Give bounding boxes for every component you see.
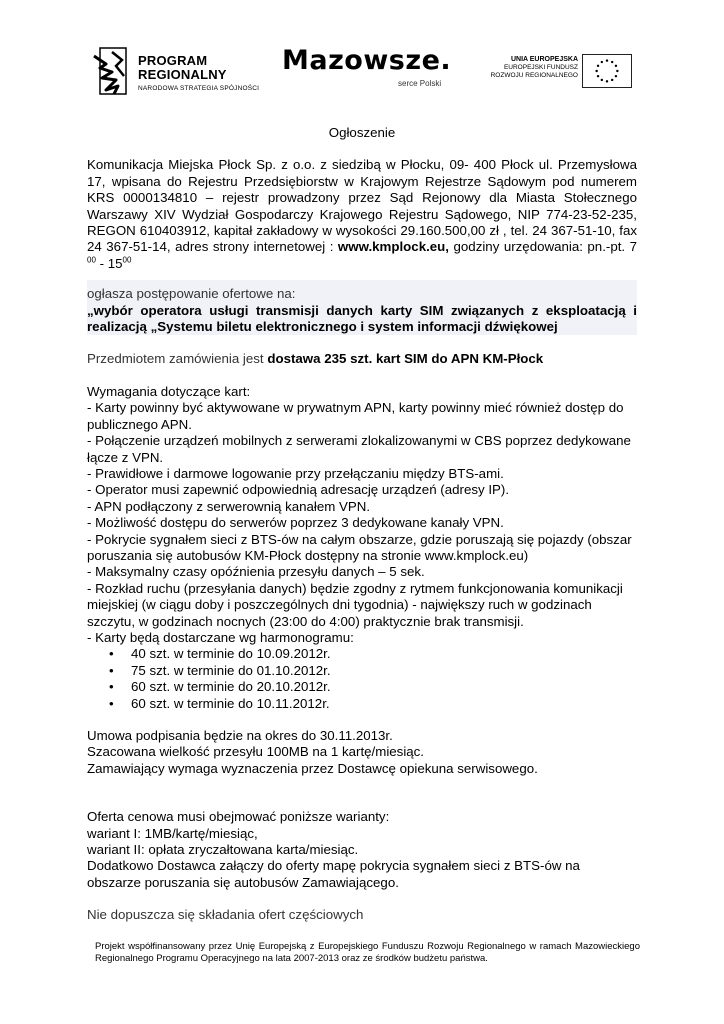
page-header	[0, 0, 724, 110]
requirement-item: - Możliwość dostępu do serwerów poprzez 3 dedykowane kanały VPN.	[87, 515, 504, 531]
hours-end-sup: 00	[122, 255, 132, 265]
eu-flag-icon	[582, 54, 632, 88]
schedule-item: • 60 szt. w terminie do 20.10.2012r.	[131, 679, 637, 695]
star-mark-icon	[92, 46, 128, 96]
delivery-schedule	[87, 646, 637, 712]
hours-start-sup: 00	[87, 255, 96, 265]
program-logo-line1: PROGRAM	[138, 53, 208, 68]
requirement-item: - Maksymalny czasy opóźnienia przesyłu danych – 5 sek.	[87, 564, 425, 580]
requirement-item: - APN podłączony z serwerownią kanałem VPN.	[87, 498, 371, 514]
requirement-item: - Prawidłowe i darmowe logowanie przy przełączaniu między BTS-ami.	[87, 465, 504, 481]
requirement-item: - Operator musi zapewnić odpowiednią adresację urządzeń (adresy IP).	[87, 482, 510, 498]
contract-line: Zamawiający wymaga wyznaczenia przez Dostawcę opiekuna serwisowego.	[87, 760, 538, 776]
mazowsze-tagline: serce Polski	[398, 79, 442, 88]
schedule-item: • 60 szt. w terminie do 10.11.2012r.	[131, 696, 637, 712]
eu-logo	[474, 54, 634, 94]
mazowsze-logo	[282, 46, 462, 90]
order-subject-item: kart SIM do APN KM-Płock	[372, 351, 544, 367]
website-link[interactable]: www.kmplock.eu,	[337, 239, 450, 255]
office-hours-label: godziny urzędowania: pn.-pt. 7	[449, 239, 637, 255]
order-subject-prefix: Przedmiotem zamówienia jest	[87, 351, 268, 367]
requirements-title: Wymagania dotyczące kart:	[87, 383, 251, 399]
announce-subject: „wybór operatora usługi transmisji danych karty SIM związanych z eksploatacją i realizacją „Systemu biletu elektronicznego i system informacji dźwiękowej	[87, 302, 637, 335]
schedule-item: • 75 szt. w terminie do 01.10.2012r.	[131, 663, 637, 679]
requirement-item: - Karty będą dostarczane wg harmonogramu:	[87, 629, 354, 645]
eu-logo-line2: EUROPEJSKI FUNDUSZ	[503, 64, 578, 71]
company-intro	[87, 157, 637, 272]
announcement-highlight	[87, 280, 637, 335]
order-subject	[87, 351, 637, 367]
requirement-item: - Rozkład ruchu (przesyłania danych) będzie zgodny z rytmem funkcjonowania komunikacji miejskiej (w ciągu doby i poszczególnych dni tygodnia) - największy ruch w godzinach szczytu, w godzinach nocnych (23:00 do 4:00) praktycznie brak transmisji.	[87, 580, 623, 629]
mazowsze-wordmark: Mazowsze.	[282, 45, 452, 76]
program-regionalny-logo	[92, 46, 262, 98]
eu-logo-line3: ROZWOJU REGIONALNEGO	[490, 72, 578, 79]
requirement-item: - Połączenie urządzeń mobilnych z serwerami zlokalizowanymi w CBS poprzez dedykowane łącze z VPN.	[87, 433, 631, 465]
eu-logo-title: UNIA EUROPEJSKA	[510, 56, 578, 63]
offer-line: Dodatkowo Dostawca załączy do oferty mapę pokrycia sygnałem sieci z BTS-ów na obszarze poruszania się autobusów Zamawiającego.	[87, 858, 580, 890]
partial-offers-note: Nie dopuszcza się składania ofert częściowych	[87, 907, 364, 923]
hours-dash: - 15	[95, 255, 123, 271]
offer-line: wariant II: opłata zryczałtowana karta/miesiąc.	[87, 842, 359, 858]
page-title: Ogłoszenie	[328, 125, 396, 140]
schedule-item: • 40 szt. w terminie do 10.09.2012r.	[131, 646, 637, 662]
announce-line: ogłasza postępowanie ofertowe na:	[87, 286, 296, 302]
company-intro-text: Komunikacja Miejska Płock Sp. z o.o. z siedzibą w Płocku, 09- 400 Płock ul. Przemysłowa 17, wpisana do Rejestru Przedsiębiorstw w Krajowym Rejestrze Sądowym pod numerem KRS 0000134810 – rejestr prowadzony przez Sąd Rejonowy dla Miasta Stołecznego Warszawy XIV Wydział Gospodarczy Krajowego Rejestru Sądowego, NIP 774-23-52-235, REGON 610403912, kapitał zakładowy w wysokości 29.160.500,00 zł , tel. 24 367-51-10, fax 24 367-51-14, adres strony internetowej :	[87, 157, 637, 255]
order-subject-qty: dostawa 235 szt.	[267, 351, 373, 367]
program-logo-subtitle: NARODOWA STRATEGIA SPÓJNOŚCI	[138, 85, 260, 92]
program-logo-line2: REGIONALNY	[138, 67, 227, 82]
announcement-body	[87, 125, 637, 924]
offer-line: wariant I: 1MB/kartę/miesiąc,	[87, 825, 258, 841]
contract-line: Szacowana wielkość przesyłu 100MB na 1 kartę/miesiąc.	[87, 744, 425, 760]
contract-line: Umowa podpisania będzie na okres do 30.11.2013r.	[87, 728, 393, 743]
requirement-item: - Pokrycie sygnałem sieci z BTS-ów na całym obszarze, gdzie poruszają się pojazdy (obszar poruszania się autobusów KM-Płock dostępny na stronie www.kmplock.eu)	[87, 531, 632, 563]
cofinancing-footer: Projekt współfinansowany przez Unię Europejską z Europejskiego Funduszu Rozwoju Regionalnego w ramach Mazowieckiego Regionalnego Programu Operacyjnego na lata 2007-2013 oraz ze środków budżetu państwa.	[95, 941, 640, 964]
requirement-item: - Karty powinny być aktywowane w prywatnym APN, karty powinny mieć również dostęp do publicznego APN.	[87, 400, 624, 432]
offer-line: Oferta cenowa musi obejmować poniższe warianty:	[87, 809, 390, 825]
